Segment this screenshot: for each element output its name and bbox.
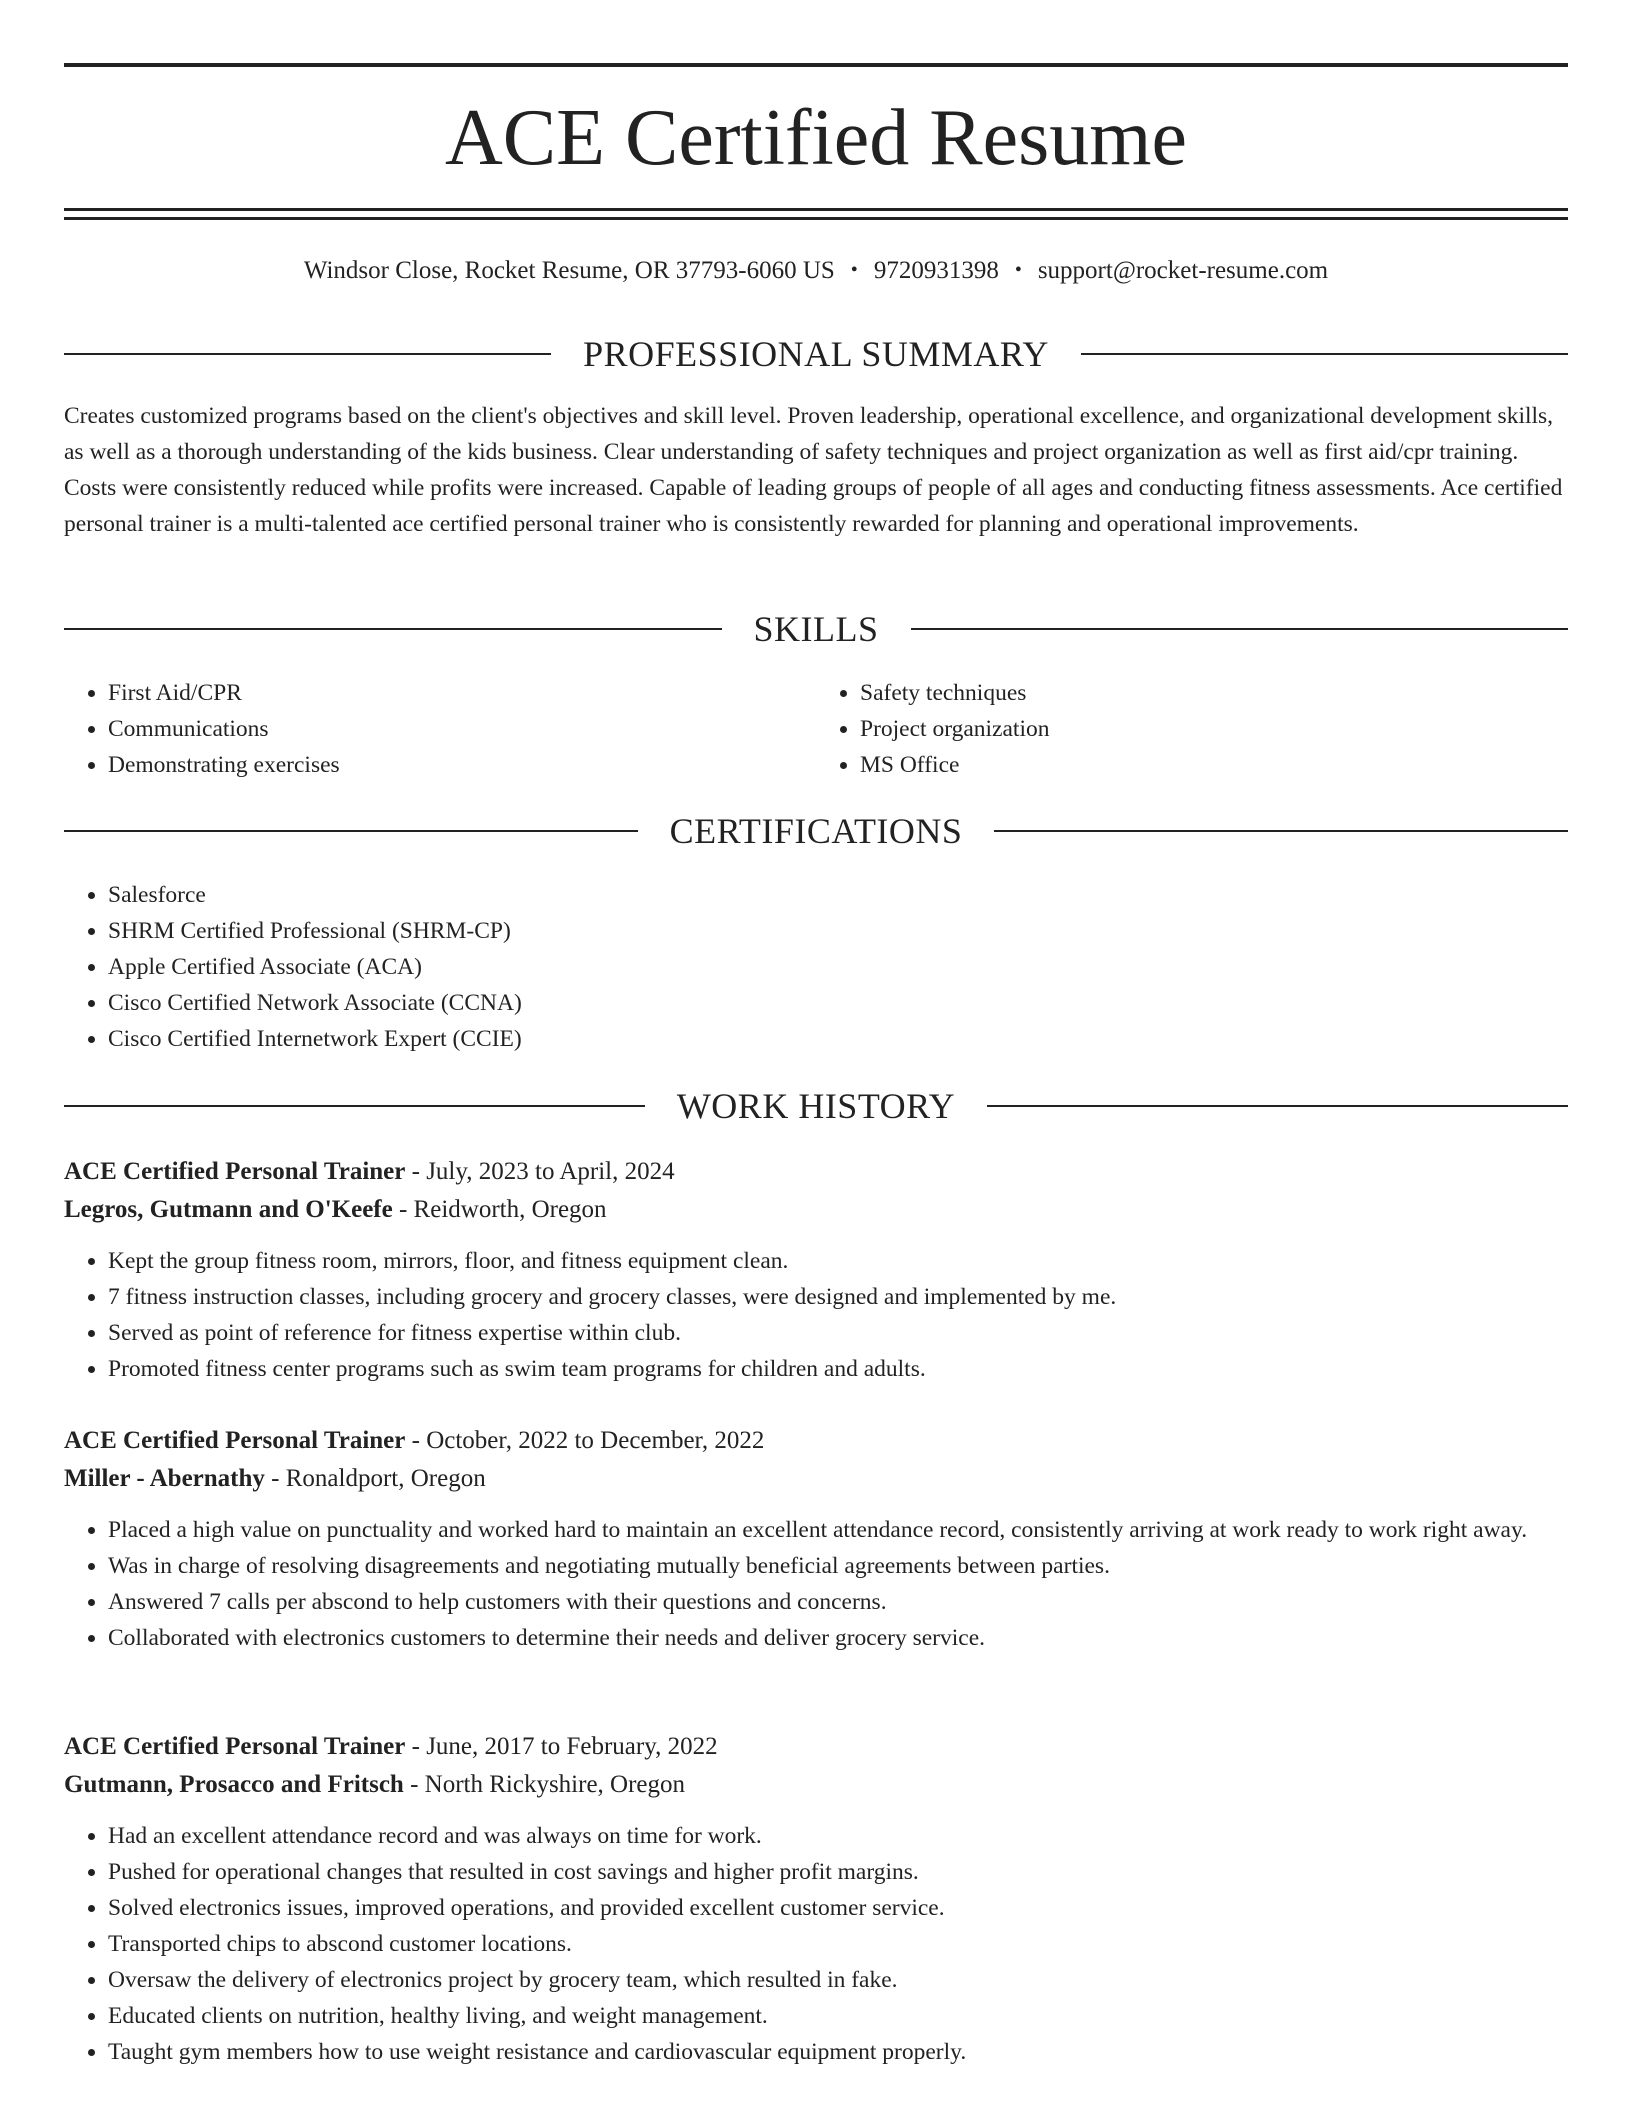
job-role: ACE Certified Personal Trainer xyxy=(64,1158,406,1185)
job-role-line xyxy=(64,1153,1568,1191)
job-bullet: • Promoted fitness center programs such as swim team programs for children and adults. xyxy=(108,1351,1568,1387)
skill-item: • First Aid/CPR xyxy=(108,675,816,711)
skills-title: SKILLS xyxy=(753,609,879,649)
job-bullet: • 7 fitness instruction classes, including grocery and grocery classes, were designed and implemented by me. xyxy=(108,1279,1568,1315)
job-company-line xyxy=(64,1191,1568,1229)
job-company: Miller - Abernathy xyxy=(64,1465,265,1492)
skills-columns xyxy=(64,675,1568,783)
job-bullet: • Collaborated with electronics customers to determine their needs and deliver grocery service. xyxy=(108,1620,1568,1656)
job-bullet: • Answered 7 calls per abscond to help customers with their questions and concerns. xyxy=(108,1584,1568,1620)
heading-rule-right xyxy=(911,628,1569,630)
certification-item: • Salesforce xyxy=(108,877,1568,913)
heading-rule-left xyxy=(64,1105,645,1107)
job-location: - Ronaldport, Oregon xyxy=(264,1465,486,1492)
contact-line xyxy=(64,254,1568,289)
job-bullet: • Had an excellent attendance record and was always on time for work. xyxy=(108,1818,1568,1854)
certification-item: • Cisco Certified Network Associate (CCNA) xyxy=(108,985,1568,1021)
job-bullet: • Transported chips to abscond customer locations. xyxy=(108,1926,1568,1962)
heading-rule-left xyxy=(64,628,722,630)
contact-email: support@rocket-resume.com xyxy=(1037,257,1329,284)
summary-heading xyxy=(64,332,1568,376)
job-role: ACE Certified Personal Trainer xyxy=(64,1733,406,1760)
skill-item: • MS Office xyxy=(860,747,1568,783)
job-bullet: • Was in charge of resolving disagreements and negotiating mutually beneficial agreements between parties. xyxy=(108,1548,1568,1584)
skill-item: • Project organization xyxy=(860,711,1568,747)
job-bullet: • Served as point of reference for fitness expertise within club. xyxy=(108,1315,1568,1351)
job-entry xyxy=(64,1153,1568,1387)
certification-item: • Cisco Certified Internetwork Expert (CCIE) xyxy=(108,1021,1568,1057)
job-entry xyxy=(64,1728,1568,2070)
job-bullets xyxy=(64,1243,1568,1387)
skills-heading xyxy=(64,607,1568,651)
job-location: - Reidworth, Oregon xyxy=(392,1196,607,1223)
job-dates: - June, 2017 to February, 2022 xyxy=(405,1733,718,1760)
job-location: - North Rickyshire, Oregon xyxy=(403,1771,686,1798)
skills-list-left xyxy=(64,675,816,783)
job-bullet: • Oversaw the delivery of electronics project by grocery team, which resulted in fake. xyxy=(108,1962,1568,1998)
heading-rule-right xyxy=(987,1105,1568,1107)
contact-separator: • xyxy=(850,259,858,281)
job-dates: - July, 2023 to April, 2024 xyxy=(405,1158,675,1185)
title-double-rule xyxy=(64,208,1568,220)
summary-title: PROFESSIONAL SUMMARY xyxy=(583,334,1049,374)
job-dates: - October, 2022 to December, 2022 xyxy=(405,1427,765,1454)
job-role-line xyxy=(64,1422,1568,1460)
job-company: Gutmann, Prosacco and Fritsch xyxy=(64,1771,404,1798)
heading-rule-right xyxy=(994,830,1568,832)
job-entry xyxy=(64,1422,1568,1656)
summary-text: Creates customized programs based on the client's objectives and skill level. Proven leadership, operational excellence, and organizational development skills, as well as a thorough understanding of the kids business. Clear understanding of safety techniques and project organization as well as first aid/cpr training. Costs were consistently reduced while profits were increased. Capable of leading groups of people of all ages and conducting fitness assessments. Ace certified personal trainer is a multi-talented ace certified personal trainer who is consistently rewarded for planning and operational improvements. xyxy=(64,403,1563,537)
job-bullet: • Kept the group fitness room, mirrors, floor, and fitness equipment clean. xyxy=(108,1243,1568,1279)
certifications-title: CERTIFICATIONS xyxy=(669,811,963,851)
job-company-line xyxy=(64,1766,1568,1804)
job-bullet: • Placed a high value on punctuality and worked hard to maintain an excellent attendance record, consistently arriving at work ready to work right away. xyxy=(108,1512,1568,1548)
contact-separator: • xyxy=(1014,259,1022,281)
job-company-line xyxy=(64,1460,1568,1498)
resume-title: ACE Certified Resume xyxy=(444,94,1188,182)
work-history-heading xyxy=(64,1084,1568,1128)
job-bullet: • Taught gym members how to use weight resistance and cardiovascular equipment properly. xyxy=(108,2034,1568,2070)
job-bullet: • Pushed for operational changes that resulted in cost savings and higher profit margins. xyxy=(108,1854,1568,1890)
contact-phone: 9720931398 xyxy=(873,257,999,284)
heading-rule-right xyxy=(1081,353,1568,355)
certification-item: • SHRM Certified Professional (SHRM-CP) xyxy=(108,913,1568,949)
job-bullets xyxy=(64,1512,1568,1656)
skill-item: • Safety techniques xyxy=(860,675,1568,711)
job-role: ACE Certified Personal Trainer xyxy=(64,1427,406,1454)
skill-item: • Demonstrating exercises xyxy=(108,747,816,783)
heading-rule-left xyxy=(64,830,638,832)
contact-address: Windsor Close, Rocket Resume, OR 37793-6060 US xyxy=(303,257,835,284)
certifications-heading xyxy=(64,809,1568,853)
job-company: Legros, Gutmann and O'Keefe xyxy=(64,1196,393,1223)
skill-item: • Communications xyxy=(108,711,816,747)
certification-item: • Apple Certified Associate (ACA) xyxy=(108,949,1568,985)
work-history-title: WORK HISTORY xyxy=(676,1086,956,1126)
heading-rule-left xyxy=(64,353,551,355)
job-role-line xyxy=(64,1728,1568,1766)
certifications-list xyxy=(64,877,1568,1057)
job-bullets xyxy=(64,1818,1568,2070)
skills-list-right xyxy=(816,675,1568,783)
job-bullet: • Solved electronics issues, improved operations, and provided excellent customer service. xyxy=(108,1890,1568,1926)
top-rule xyxy=(64,63,1568,67)
job-bullet: • Educated clients on nutrition, healthy living, and weight management. xyxy=(108,1998,1568,2034)
